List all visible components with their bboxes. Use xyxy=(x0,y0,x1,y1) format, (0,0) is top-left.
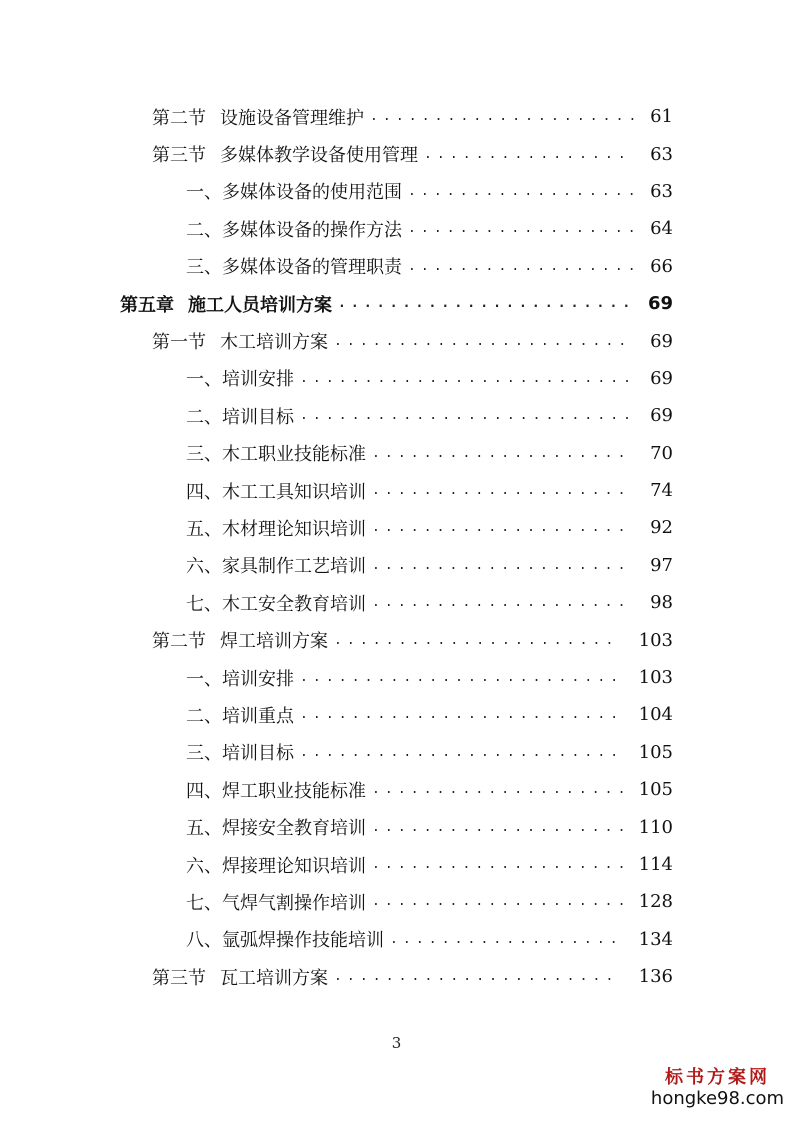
toc-entry-title: 家具制作工艺培训 xyxy=(222,556,366,578)
toc-entry-prefix: 三、 xyxy=(186,743,222,765)
toc-entry-heading xyxy=(186,365,294,391)
toc-entry-page: 114 xyxy=(638,854,673,875)
toc-entry[interactable] xyxy=(0,696,793,733)
toc-entry-page: 69 xyxy=(647,293,673,315)
toc-entry-prefix: 八、 xyxy=(186,930,222,952)
toc-entry[interactable] xyxy=(0,435,793,472)
toc-entry-page: 61 xyxy=(650,106,673,128)
toc-entry-prefix: 一、 xyxy=(186,182,222,204)
toc-entry-page: 134 xyxy=(638,928,673,950)
toc-entry-page: 128 xyxy=(638,891,673,913)
toc-leader-dots: .................. xyxy=(408,258,641,274)
toc-entry-heading xyxy=(186,552,366,578)
toc-entry-heading xyxy=(186,665,294,691)
toc-entry-title: 木工工具知识培训 xyxy=(222,481,366,503)
toc-entry[interactable] xyxy=(0,248,793,285)
toc-entry-heading xyxy=(152,964,328,990)
page-number: 3 xyxy=(391,1034,402,1052)
toc-entry-heading xyxy=(152,104,364,130)
toc-entry-prefix: 六、 xyxy=(186,556,222,578)
toc-entry-heading xyxy=(120,291,332,317)
toc-entry-prefix: 一、 xyxy=(186,369,222,391)
toc-entry-page: 105 xyxy=(638,779,673,801)
toc-entry-page: 104 xyxy=(638,704,673,726)
watermark-url: hongke98.com xyxy=(650,1088,785,1109)
toc-entry-title: 培训目标 xyxy=(222,743,294,765)
toc-leader-dots: ......................... xyxy=(300,670,624,686)
toc-entry-title: 氩弧焊操作技能培训 xyxy=(222,930,384,952)
toc-entry-page: 103 xyxy=(638,667,673,689)
toc-entry-title: 多媒体教学设备使用管理 xyxy=(220,145,418,167)
toc-entry-prefix: 二、 xyxy=(186,219,222,241)
toc-entry[interactable] xyxy=(0,958,793,995)
toc-entry-page: 103 xyxy=(638,629,673,651)
toc-entry-page: 63 xyxy=(650,180,673,202)
toc-entry[interactable] xyxy=(0,547,793,584)
toc-leader-dots: ......................... xyxy=(300,744,624,760)
toc-entry-title: 多媒体设备的操作方法 xyxy=(222,219,402,241)
toc-leader-dots: .................... xyxy=(372,857,631,872)
toc-entry-page: 69 xyxy=(650,330,673,352)
toc-entry-heading xyxy=(186,777,366,803)
toc-entry-prefix: 七、 xyxy=(186,593,222,615)
toc-entry[interactable] xyxy=(0,135,793,172)
toc-entry[interactable] xyxy=(0,808,793,845)
toc-entry-page: 110 xyxy=(638,816,673,838)
toc-entry[interactable] xyxy=(0,621,793,658)
toc-entry-page: 66 xyxy=(650,255,673,277)
toc-entry[interactable] xyxy=(0,322,793,359)
toc-entry[interactable] xyxy=(0,771,793,808)
toc-entry-title: 木材理论知识培训 xyxy=(222,518,366,540)
toc-leader-dots: .................... xyxy=(372,520,631,536)
toc-entry-heading xyxy=(186,515,366,541)
toc-entry-heading xyxy=(186,440,366,466)
toc-entry-heading xyxy=(186,926,384,952)
toc-leader-dots: .................... xyxy=(372,894,631,910)
toc-entry-title: 瓦工培训方案 xyxy=(220,967,328,989)
toc-leader-dots: .......................... xyxy=(300,370,637,386)
toc-entry-page: 105 xyxy=(638,741,673,763)
toc-entry-prefix: 四、 xyxy=(186,780,222,802)
toc-entry-page: 69 xyxy=(650,367,673,389)
toc-entry-prefix: 三、 xyxy=(186,444,222,466)
toc-leader-dots: ....................... xyxy=(334,333,632,349)
watermark-title: 标书方案网 xyxy=(665,1067,770,1088)
toc-leader-dots: .................. xyxy=(390,931,623,947)
toc-entry-page: 97 xyxy=(650,554,673,576)
toc-entry[interactable] xyxy=(0,883,793,920)
toc-entry-page: 70 xyxy=(650,442,673,464)
toc-entry-title: 施工人员培训方案 xyxy=(188,294,332,316)
toc-entry-prefix: 六、 xyxy=(186,855,222,877)
toc-leader-dots: .................. xyxy=(408,221,641,237)
toc-leader-dots: .................... xyxy=(372,819,631,835)
toc-entry-page: 92 xyxy=(650,517,673,539)
toc-entry-title: 焊接理论知识培训 xyxy=(222,855,366,877)
toc-entry-prefix: 二、 xyxy=(186,705,222,727)
toc-entry[interactable] xyxy=(0,846,793,883)
toc-leader-dots: ..................... xyxy=(370,109,642,125)
toc-entry-title: 培训安排 xyxy=(222,668,294,690)
toc-entry-page: 64 xyxy=(650,218,673,240)
toc-entry-heading xyxy=(186,702,294,728)
toc-entry-page: 136 xyxy=(638,966,673,988)
toc-entry[interactable] xyxy=(0,98,793,135)
toc-entry-heading xyxy=(152,627,328,653)
toc-leader-dots: .......................... xyxy=(300,408,637,424)
toc-entry[interactable] xyxy=(0,173,793,210)
toc-entry[interactable] xyxy=(0,734,793,771)
toc-entry[interactable] xyxy=(0,360,793,397)
toc-entry-prefix: 四、 xyxy=(186,481,222,503)
toc-entry-title: 培训目标 xyxy=(222,406,294,428)
toc-entry-title: 焊工职业技能标准 xyxy=(222,780,366,802)
toc-entry-prefix: 第三节 xyxy=(152,967,206,989)
toc-leader-dots: .................... xyxy=(372,595,631,611)
toc-leader-dots: .................... xyxy=(372,557,631,573)
toc-entry-heading xyxy=(186,739,294,765)
toc-entry-title: 多媒体设备的管理职责 xyxy=(222,257,402,279)
toc-entry-page: 63 xyxy=(650,143,673,165)
toc-entry-heading xyxy=(186,403,294,429)
toc-leader-dots: ......................... xyxy=(300,707,624,723)
toc-entry[interactable] xyxy=(0,285,793,322)
toc-leader-dots: ....................... xyxy=(338,296,636,312)
toc-entry[interactable] xyxy=(0,397,793,434)
table-of-contents xyxy=(0,98,793,995)
toc-leader-dots: ...................... xyxy=(334,632,619,648)
toc-entry[interactable] xyxy=(0,509,793,546)
toc-entry-title: 设施设备管理维护 xyxy=(220,107,364,129)
toc-entry-title: 木工安全教育培训 xyxy=(222,593,366,615)
toc-entry[interactable] xyxy=(0,921,793,958)
toc-entry-heading xyxy=(152,141,418,167)
toc-entry-page: 98 xyxy=(650,592,673,614)
toc-entry-heading xyxy=(186,889,366,915)
toc-entry-page: 74 xyxy=(650,480,673,502)
toc-entry-prefix: 第三节 xyxy=(152,145,206,167)
toc-entry-prefix: 七、 xyxy=(186,892,222,914)
toc-leader-dots: .................... xyxy=(372,445,631,461)
toc-entry[interactable] xyxy=(0,659,793,696)
toc-entry[interactable] xyxy=(0,584,793,621)
toc-entry-heading xyxy=(186,852,366,878)
toc-entry-prefix: 第一节 xyxy=(152,332,206,354)
toc-entry-prefix: 五、 xyxy=(186,518,222,540)
toc-entry-heading xyxy=(186,814,366,840)
toc-entry-heading xyxy=(186,478,366,504)
toc-entry-prefix: 第二节 xyxy=(152,631,206,653)
toc-leader-dots: ...................... xyxy=(334,969,619,985)
toc-entry-title: 焊接安全教育培训 xyxy=(222,818,366,840)
toc-entry-title: 焊工培训方案 xyxy=(220,631,328,653)
toc-entry-title: 培训重点 xyxy=(222,705,294,727)
toc-entry-title: 多媒体设备的使用范围 xyxy=(222,182,402,204)
toc-entry-heading xyxy=(186,178,402,204)
toc-leader-dots: .................... xyxy=(372,782,631,798)
toc-entry-title: 木工职业技能标准 xyxy=(222,444,366,466)
toc-entry-title: 培训安排 xyxy=(222,369,294,391)
toc-entry-prefix: 五、 xyxy=(186,818,222,840)
toc-leader-dots: ................ xyxy=(424,146,631,162)
watermark-logo xyxy=(650,1068,785,1110)
toc-leader-dots: .................... xyxy=(372,483,631,499)
toc-entry-prefix: 第二节 xyxy=(152,107,206,129)
toc-entry-prefix: 第五章 xyxy=(120,294,174,316)
toc-entry-title: 气焊气割操作培训 xyxy=(222,892,366,914)
toc-entry-heading xyxy=(152,328,328,354)
toc-entry-heading xyxy=(186,590,366,616)
toc-entry-prefix: 二、 xyxy=(186,406,222,428)
toc-entry-title: 木工培训方案 xyxy=(220,332,328,354)
toc-leader-dots: .................. xyxy=(408,183,641,199)
toc-entry[interactable] xyxy=(0,210,793,247)
toc-entry-prefix: 一、 xyxy=(186,668,222,690)
toc-entry-heading xyxy=(186,253,402,279)
toc-entry-prefix: 三、 xyxy=(186,257,222,279)
toc-entry[interactable] xyxy=(0,472,793,509)
toc-entry-page: 69 xyxy=(650,405,673,427)
toc-entry-heading xyxy=(186,216,402,242)
